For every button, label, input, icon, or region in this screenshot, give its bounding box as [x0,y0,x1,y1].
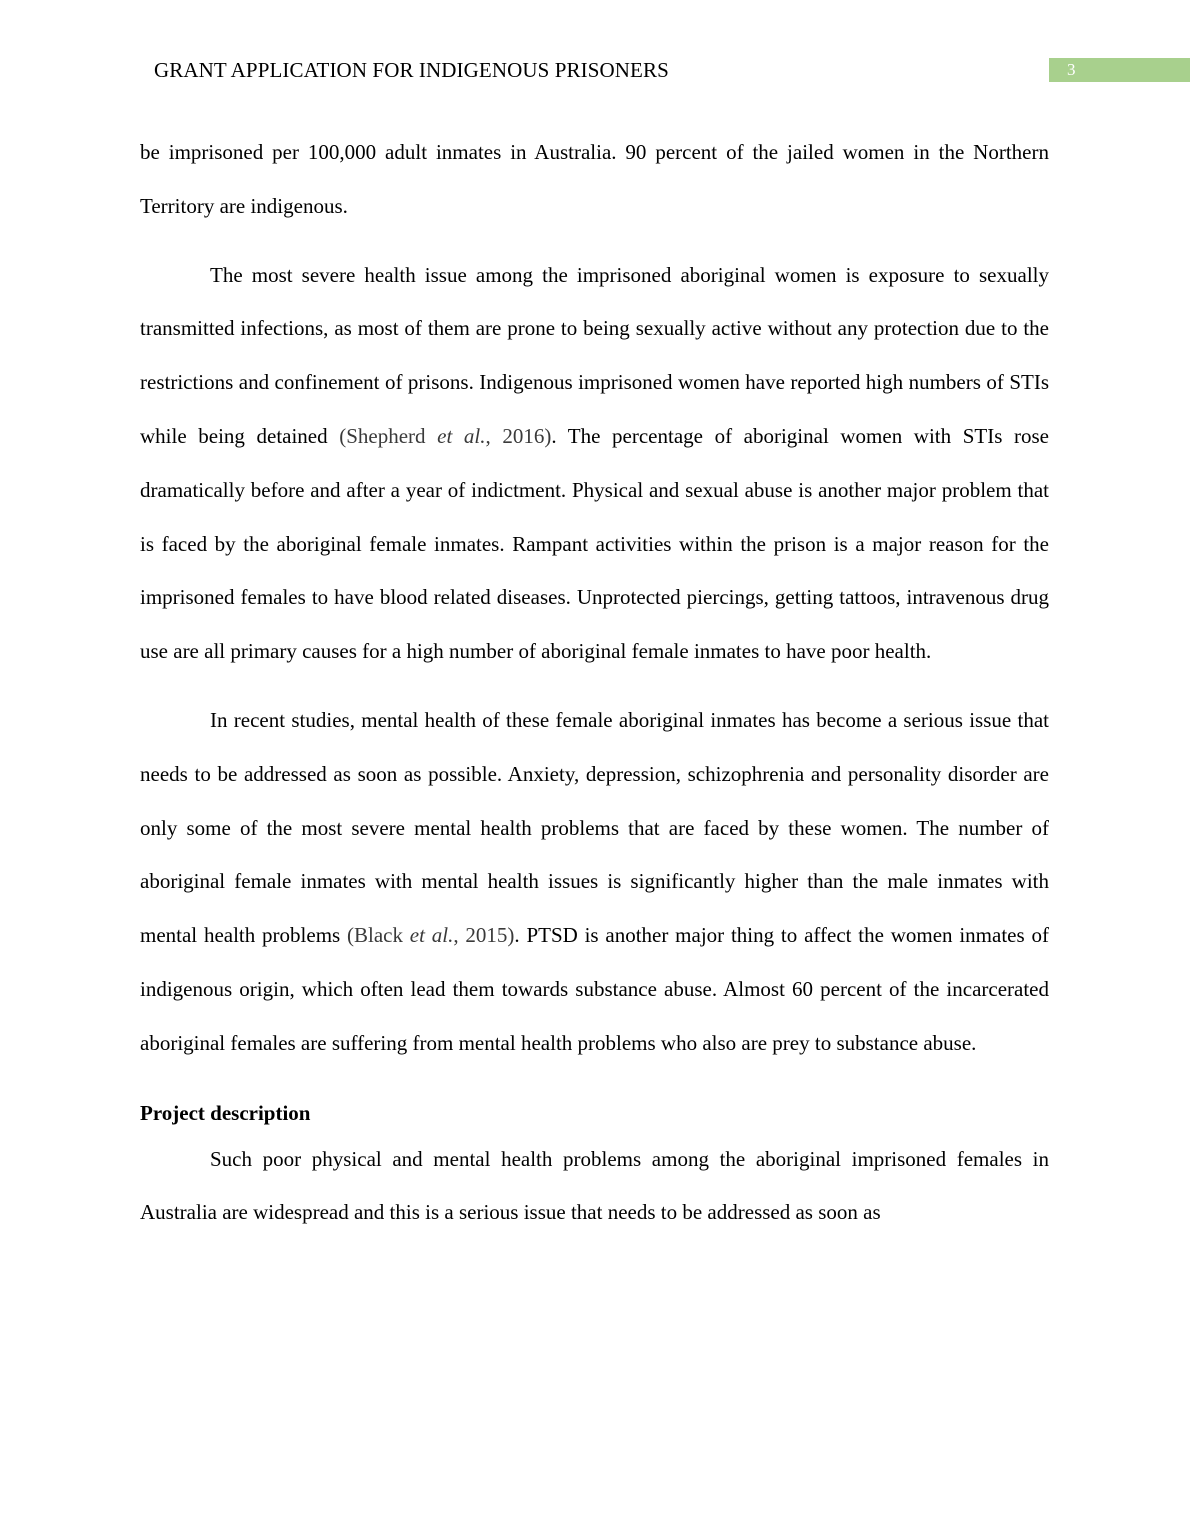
paragraph-3-text-before: In recent studies, mental health of these female aboriginal inmates has become a serious issue that needs to be addressed as soon as possible. Anxiety, depression, schizophrenia and personality disorder are only some of the most severe mental health problems that are faced by these women. The number of aboriginal female inmates with mental health issues is significantly higher than the male inmates with mental health problems [140,707,1049,948]
document-body [140,126,1049,1240]
paragraph-3-text-after: . PTSD is another major thing to affect the women inmates of indigenous origin, which often lead them towards substance abuse. Almost 60 percent of the incarcerated aboriginal females are suffering from mental health problems who also are prey to substance abuse. [140,923,1049,1055]
citation-shepherd-etal: et al. [437,423,486,448]
paragraph-2 [140,249,1049,679]
page-number: 3 [1067,60,1076,79]
citation-black-etal: et al. [409,923,454,948]
paragraph-4 [140,1133,1049,1241]
paragraph-2-text-before: The most severe health issue among the imprisoned aboriginal women is exposure to sexually transmitted infections, as most of them are prone to being sexually active without any protection due to the restrictions and confinement of prisons. Indigenous imprisoned women have reported high numbers of STIs while being detained [140,262,1049,448]
citation-shepherd-author: (Shepherd [339,423,438,448]
paragraph-2-text-after: . The percentage of aboriginal women with STIs rose dramatically before and after a year of indictment. Physical and sexual abuse is another major problem that is faced by the aboriginal female inmates. Rampant activities within the prison is a major reason for the imprisoned females to have blood related diseases. Unprotected piercings, getting tattoos, intravenous drug use are all primary causes for a high number of aboriginal female inmates to have poor health. [140,423,1049,664]
section-heading-project-description: Project description [140,1100,311,1125]
citation-shepherd [339,424,551,448]
paragraph-3 [140,694,1049,1071]
page-number-box [1049,58,1190,82]
citation-black [347,923,514,947]
paragraph-1-text: be imprisoned per 100,000 adult inmates in Australia. 90 percent of the jailed women in the Northern Territory are indigenous. [140,140,1049,218]
paragraph-4-text: Such poor physical and mental health problems among the aboriginal imprisoned females in Australia are widespread and this is a serious issue that needs to be addressed as soon as [140,1146,1049,1225]
running-head: GRANT APPLICATION FOR INDIGENOUS PRISONERS [154,58,669,82]
citation-black-author: (Black [347,923,410,948]
citation-black-year: , 2015) [453,923,515,948]
page-header [0,58,1190,82]
citation-shepherd-year: , 2016) [485,423,552,448]
paragraph-1 [140,126,1049,234]
